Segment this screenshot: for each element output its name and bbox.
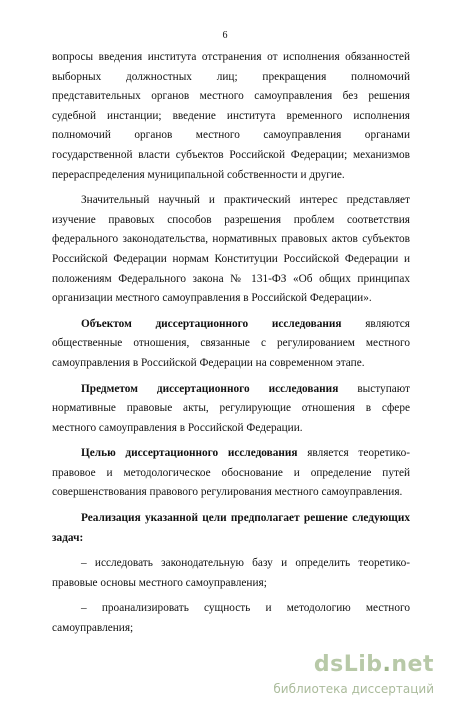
text-line xyxy=(52,289,410,309)
text-line xyxy=(52,619,410,639)
text-line xyxy=(52,399,410,419)
line-text: положениям Федерального закона № 131-ФЗ «Об общих принципах xyxy=(52,272,410,285)
text-line xyxy=(52,464,410,484)
line-text: выступают xyxy=(338,382,410,395)
text-line xyxy=(52,211,410,231)
line-text: вопросы введения института отстранения от исполнения обязанностей xyxy=(52,51,410,63)
bold-term: задач: xyxy=(52,531,84,544)
text-line xyxy=(52,599,410,619)
line-text: Российской Федерации нормам Конституции Российской Федерации и xyxy=(52,252,410,265)
line-text: организации местного самоуправления в Российской Федерации». xyxy=(52,292,372,305)
bold-term: Предметом диссертационного исследования xyxy=(81,382,339,395)
text-line xyxy=(52,529,410,549)
line-text: федерального законодательства, нормативных правовых актов субъектов xyxy=(52,233,410,246)
line-text: правовое и методологическое обоснование и определение путей xyxy=(52,466,410,479)
text-line xyxy=(52,574,410,594)
line-text: судебной инстанции; введение института временного исполнения xyxy=(52,109,410,122)
line-text: самоуправления в Российской Федерации на современном этапе. xyxy=(52,356,365,369)
watermark-caption: библиотека диссертаций xyxy=(273,682,434,696)
line-text: представительных органов местного самоуправления без решения xyxy=(52,90,410,103)
text-line xyxy=(52,166,410,186)
line-text: Значительный научный и практический интерес представляет xyxy=(81,194,410,207)
line-text: местного самоуправления в Российской Федерации. xyxy=(52,421,303,434)
line-text: общественные отношения, связанные с регулированием местного xyxy=(52,337,410,350)
watermark xyxy=(273,652,442,702)
text-line xyxy=(52,146,410,166)
text-line xyxy=(52,554,410,574)
line-text: – проанализировать сущность и методологию местного xyxy=(81,602,410,615)
document-body xyxy=(52,48,410,639)
line-text: государственной власти субъектов Российской Федерации; механизмов xyxy=(52,148,410,161)
text-line xyxy=(52,334,410,354)
text-line xyxy=(52,68,410,88)
line-text: нормативные правовые акты, регулирующие отношения в сфере xyxy=(52,402,410,415)
text-line xyxy=(52,107,410,127)
text-line xyxy=(52,419,410,439)
watermark-logo-tld: net xyxy=(391,652,434,677)
text-line xyxy=(52,315,410,335)
line-text: правовые основы местного самоуправления; xyxy=(52,576,267,589)
text-line xyxy=(52,483,410,503)
line-text: выборных должностных лиц; прекращения полномочий xyxy=(52,70,410,83)
line-text: изучение правовых способов разрешения проблем соответствия xyxy=(52,213,410,226)
text-line xyxy=(52,380,410,400)
text-line xyxy=(52,354,410,374)
line-text: является теоретико- xyxy=(297,447,410,460)
text-line xyxy=(52,444,410,464)
text-line xyxy=(52,250,410,270)
line-text: самоуправления; xyxy=(52,622,134,635)
line-text: являются xyxy=(341,317,410,330)
text-line xyxy=(52,270,410,290)
text-line xyxy=(52,48,410,68)
text-line xyxy=(52,126,410,146)
bold-term: Объектом диссертационного исследования xyxy=(81,317,342,330)
line-text: полномочий органов местного самоуправления органами xyxy=(52,129,410,142)
text-line xyxy=(52,191,410,211)
bold-term: Реализация указанной цели предполагает решение следующих xyxy=(81,512,410,525)
watermark-logo xyxy=(314,652,434,677)
text-line xyxy=(52,509,410,529)
watermark-logo-dot: . xyxy=(382,652,392,677)
text-line xyxy=(52,87,410,107)
text-line xyxy=(52,230,410,250)
line-text: совершенствования правового регулирования местного самоуправления. xyxy=(52,486,403,499)
page-number: 6 xyxy=(222,30,228,41)
watermark-logo-main: dsLib xyxy=(313,652,383,677)
line-text: перераспределения муниципальной собственности и другие. xyxy=(52,168,345,181)
bold-term: Целью диссертационного исследования xyxy=(81,447,298,460)
line-text: – исследовать законодательную базу и определить теоретико- xyxy=(81,557,410,570)
